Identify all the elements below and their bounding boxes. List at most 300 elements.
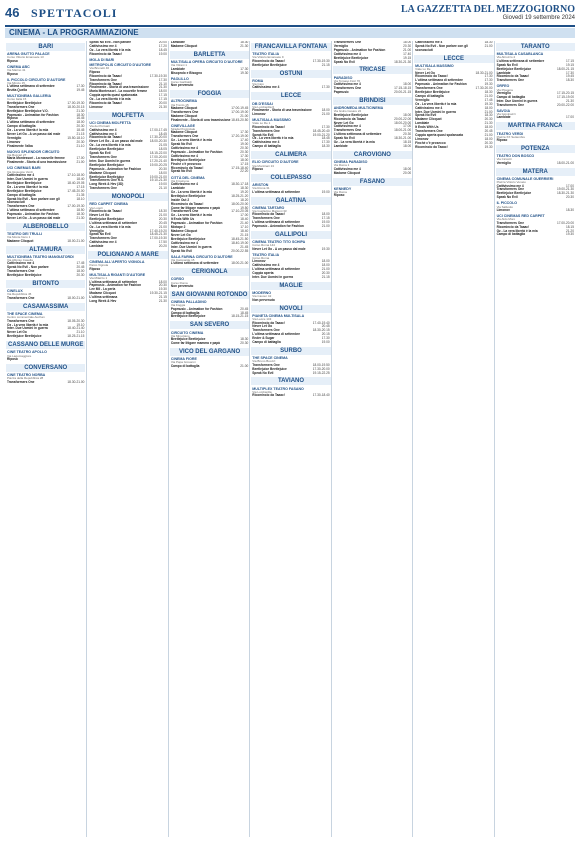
showtime-hours: 19.00 <box>321 340 330 345</box>
showtime-hours: 20.45 <box>158 220 167 225</box>
film-title: Riposo <box>7 58 18 63</box>
film-title: Cattivissimo me 4 <box>170 153 198 158</box>
city-heading: POLIGNANO A MARE <box>88 251 167 259</box>
showtime-row <box>7 358 84 362</box>
film-title: Lambiate <box>170 186 185 191</box>
city-heading: LECCE <box>251 92 330 100</box>
cinema-name: MULTIPLEX TEATRO FASANO <box>252 386 304 391</box>
cinema-name: MULTISALA CASABLANCA <box>496 52 544 57</box>
showtime-hours: 21.15 <box>158 295 167 300</box>
showtime-row <box>7 335 84 339</box>
cinema-address: Centro commerciale Auchan <box>7 315 45 320</box>
showtime-hours: 21.10 <box>76 330 85 335</box>
city-heading: GALATINA <box>251 197 330 205</box>
cinema-address: Corso Roma <box>252 256 270 261</box>
showtime-hours: 17.15 <box>240 161 249 166</box>
cinema-name: MULTISALA RIGANTI D'AUTORE <box>89 272 146 277</box>
film-title: Transformers One <box>333 86 362 91</box>
cinema-name: NUOVO SPLENDOR CIRCUITO <box>7 149 60 154</box>
film-title: Oz - La vera libertà è la mia <box>89 47 131 52</box>
film-title: Transformers One <box>7 269 35 274</box>
city-heading: BITONTO <box>6 280 85 288</box>
film-title: Cattivissimo me 4 <box>252 85 280 90</box>
showtime-hours: 19.30 <box>240 70 249 75</box>
film-title: Never Let Go - A un passo dal male <box>252 246 306 251</box>
showtime-hours: 17.15-18.40 <box>231 165 249 170</box>
cinema-name: PAOLILLO <box>170 76 189 81</box>
film-title: Papmusic - Animation for Fashion <box>170 221 223 226</box>
showtime-hours: 18.05 <box>158 147 167 152</box>
film-title: Transformers One <box>89 155 117 160</box>
showtime-row <box>334 172 411 176</box>
showtime-hours: 17.30-19.30 <box>149 73 167 78</box>
cinema-address: Viale Lo Re 1 <box>252 121 271 126</box>
cinema-address: Via Lombardia 6 <box>252 104 275 109</box>
film-title: Ricomincio da Taaac! <box>252 124 285 129</box>
film-title: Oz - La vera libertà è la mia <box>496 228 538 233</box>
city-heading: POTENZA <box>496 145 575 153</box>
showtime-hours: 18.00-21.00 <box>556 160 574 165</box>
cinema-name: CINEMA TEATRO TITO SCHIPA <box>252 240 306 245</box>
film-title: Campo di battaglia <box>496 94 526 99</box>
film-title: Inside Out 2 <box>170 197 190 202</box>
city-heading: BARI <box>6 43 85 51</box>
film-title: Beetlejuice Beetlejuice V.O. <box>7 108 49 113</box>
showtime-row <box>7 145 84 149</box>
cinema-name: TEATRO VERDI <box>496 131 524 136</box>
showtime-hours: 18.00 <box>403 82 412 87</box>
cinema-address: Piazza della Repubblica 28 <box>7 376 44 381</box>
cinema-name: THE SPACE CINEMA <box>252 356 288 361</box>
showtime-hours: 19.30 <box>566 232 574 237</box>
film-title: Beetlejuice Beetlejuice <box>496 66 532 71</box>
showtime-hours: 21.40 <box>240 221 249 226</box>
showtime-hours: 17.15-19.00 <box>556 94 574 99</box>
showtime-hours: 19.30-21.15 <box>149 291 167 296</box>
showtime-hours: 19.00 <box>240 142 249 147</box>
film-title: Beetlejuice Beetlejuice <box>170 193 206 198</box>
film-title: Beetlejuice Beetlejuice <box>496 191 532 196</box>
showtime-row <box>7 381 84 385</box>
showtime-hours: 20.00-22.55 <box>231 248 249 253</box>
showtime-hours: 18.00 <box>403 112 412 117</box>
showtime-hours: 18.00 <box>484 125 493 130</box>
film-title: Transformers One <box>252 362 280 367</box>
showtime-row <box>415 45 492 53</box>
film-title: Transformers One <box>415 86 443 91</box>
cinema-address: Via Aldo Moro <box>496 217 516 222</box>
showtime-hours: 18.00 <box>240 157 249 162</box>
showtime-row <box>171 315 248 319</box>
cinema-address: Piazza Vittorio Veneto <box>496 180 526 185</box>
film-title: Transformers One <box>252 328 280 333</box>
film-title: Never Let Go <box>415 70 435 75</box>
showtime-hours: 20.45 <box>240 306 249 311</box>
showtime-hours: 18.45-21.30 <box>149 232 167 237</box>
city-heading: OSTUNI <box>251 70 330 78</box>
city-heading: SURBO <box>251 347 330 355</box>
showtime-hours: 21.00 <box>484 133 493 138</box>
showtime-hours: 18.00-21.00 <box>67 295 85 300</box>
film-title: Madame Clicquot <box>89 170 116 175</box>
showtime-row <box>497 79 574 83</box>
cinema-name: DB D'ESSAI <box>252 101 273 106</box>
showtime-hours: 18.40-19.00 <box>231 240 249 245</box>
cinema-name: KENNEDY <box>333 186 352 191</box>
showtime-hours: 18.30 <box>240 186 249 191</box>
showtime-hours: 17.00-19.00 <box>231 109 249 114</box>
film-title: Beetlejuice Beetlejuice <box>7 188 42 193</box>
showtime-row <box>171 342 248 346</box>
film-title: It Ends With Us <box>170 217 195 222</box>
showtime-hours: 20.00 <box>158 41 167 44</box>
city-heading: CASAMASSIMA <box>6 303 85 311</box>
showtime-hours: 21.10 <box>76 143 85 148</box>
cinema-address: Corso Italia 15 <box>7 97 27 102</box>
showtime-hours: 20.30 <box>484 117 493 122</box>
film-title: Lambiate <box>89 244 104 249</box>
film-title: Speak No Evil <box>415 113 437 118</box>
showtime-hours: 17.00 <box>76 156 85 161</box>
city-heading: MATERA <box>496 168 575 176</box>
city-heading: CASSANO DELLE MURGE <box>6 341 85 349</box>
showtime-hours: 20.30 <box>321 271 330 276</box>
showtime-hours: 21.05 <box>158 143 167 148</box>
film-title: Campo di battaglia <box>7 124 36 129</box>
showtime-hours: 17.30 <box>484 78 493 83</box>
showtime-row <box>7 240 84 244</box>
cinema-address: Via Sallustio <box>496 204 514 209</box>
showtime-hours: 17.30-20.00 <box>149 135 167 140</box>
showtime-row <box>7 73 84 77</box>
film-title: Transformers One <box>7 295 35 300</box>
showtime-hours: 18.00 <box>403 166 412 171</box>
film-title: Papmusic - Animation for Fashion <box>333 47 386 52</box>
showtime-hours: 19.30 <box>484 82 493 87</box>
cinema-address: Via Cavour 42 <box>252 294 272 299</box>
showtime-hours: 18.30-21.00 <box>475 70 493 75</box>
showtime-hours: 19.00-21.00 <box>149 174 167 179</box>
film-title: Beetlejuice Beetlejuice <box>89 162 124 167</box>
showtime-hours: 21.00 <box>321 112 330 117</box>
film-title: Papmusic - Animation for Fashion <box>7 112 59 117</box>
film-title: Madame Clicquot <box>333 170 361 175</box>
film-title: Beetlejuice Beetlejuice <box>333 112 369 117</box>
showtime-hours: 18.15 <box>566 224 574 229</box>
film-title: Riposo <box>252 166 264 171</box>
showtime-hours: 18.00 <box>484 105 493 110</box>
film-title: Coppia aperta quasi spalancata <box>415 133 463 138</box>
film-title: Speak No Evil - Non parlare con gli sconosciuti <box>415 43 468 52</box>
film-title: Cattivissimo me 4 <box>333 166 361 171</box>
film-title: Papmusic - Animation for Fashion <box>89 166 142 171</box>
showtime-hours: 18.30-21.30 <box>556 191 574 196</box>
showtime-hours: 19.00-21.30 <box>556 187 574 192</box>
film-title: Campo di battaglia <box>170 363 200 368</box>
city-heading: GALLIPOLI <box>251 231 330 239</box>
showtime-hours: 17.30-19.30 <box>312 58 330 63</box>
showtime-hours: 18.10 <box>76 196 85 201</box>
film-title: Speak No Evil <box>170 248 192 253</box>
showtime-hours: 18.00 <box>321 263 330 268</box>
showtime-hours: 17.30-20.00 <box>312 366 330 371</box>
film-title: Never Let Go - A un passo dal male <box>89 139 143 144</box>
showtime-hours: 18.00 <box>158 89 167 94</box>
showtime-hours: 18.30-21.00 <box>67 379 85 384</box>
showtime-hours: 20.30 <box>76 273 85 278</box>
film-title: Campo di battaglia <box>415 93 444 98</box>
cinema-address: Strada Provinciale <box>170 126 196 131</box>
cinema-name: ORFEO <box>496 84 510 89</box>
showtime-hours: 18.00-21.00 <box>394 128 412 133</box>
film-title: Never Let Go <box>333 120 354 125</box>
cinema-name: CINEMA ALL'APERTO VIGNOLA <box>89 260 145 265</box>
city-heading: TRICASE <box>333 66 412 74</box>
showtime-row <box>171 285 248 289</box>
film-title: Lambiate <box>496 70 511 75</box>
city-heading: CERIGNOLA <box>170 268 249 276</box>
cinema-name: THE SPACE CINEMA <box>7 311 43 316</box>
film-title: Ricomincio da Taaac! <box>89 51 122 56</box>
film-title: Speak No Evil <box>89 232 111 237</box>
cinema-address: Via Foggia <box>170 303 186 308</box>
film-title: Madame Clicquot <box>170 130 198 135</box>
showtime-row <box>89 53 166 57</box>
film-title: Ricomincio da Taaac! <box>89 135 122 140</box>
showtime-row <box>497 139 574 143</box>
city-heading: TAVIANO <box>251 377 330 385</box>
showtime-hours: 18.00 <box>76 269 85 274</box>
film-title: Campo di battaglia <box>252 144 281 149</box>
film-title: Speak No Evil - Non parlare <box>7 265 49 270</box>
film-title: L'ultima settimana di settembre <box>333 132 382 137</box>
showtime-hours: 20.00 <box>403 170 412 175</box>
cinema-name: ELIO CIRCUITO D'AUTORE <box>252 160 299 165</box>
showtime-hours: 17.30 <box>76 84 85 89</box>
film-title: Speak No Evil <box>170 169 192 174</box>
showtime-hours: 17.00-20.00 <box>149 155 167 160</box>
showtime-hours: 20.00-21.15 <box>394 90 412 95</box>
film-title: Inter. Due Uomini in guerra <box>170 244 212 249</box>
film-title: Oz - La vera libertà è la mia <box>333 140 375 145</box>
showtime-hours: 17.30 <box>158 77 167 82</box>
showtime-hours: 20.45 <box>321 324 330 329</box>
showtime-hours: 18.50 <box>76 208 85 213</box>
cinema-name: CIRCUITO CINEMA <box>170 330 204 335</box>
showtime-hours: 18.40-21.40 <box>67 326 85 331</box>
film-title: Riposo <box>496 138 508 143</box>
showtime-hours: 20.00-22.00 <box>394 116 412 121</box>
cinema-address: Via Ciccotti <box>496 157 512 162</box>
showtime-hours: 17.15-20.15 <box>556 91 574 96</box>
showtime-hours: 18.30 <box>484 113 493 118</box>
showtime-hours: 18.30 <box>76 212 85 217</box>
showtime-hours: 17.00-19.30 <box>149 236 167 241</box>
showtime-hours: 20.30 <box>158 283 167 288</box>
film-title: Speak No Evil <box>496 62 518 67</box>
film-title: Ricomincio da Taaac! <box>89 101 122 106</box>
showtime-hours: 21.15 <box>240 232 249 237</box>
showtime-hours: 21.30 <box>566 98 574 103</box>
showtime-row <box>252 299 329 303</box>
cinema-address: Via Bruno Buozzi <box>252 359 276 364</box>
showtime-hours: 18.30 <box>484 41 493 44</box>
showtime-hours: 17.10-18.00 <box>67 173 85 178</box>
cinema-name: IL PICCOLO <box>496 201 518 206</box>
showtime-hours: 17.20-19.00 <box>231 134 249 139</box>
film-title: Beetlejuice Beetlejuice <box>7 273 42 278</box>
film-title: Mixtape 2 <box>170 225 186 230</box>
film-title: Madame Clicquot <box>170 43 198 48</box>
film-title: Beetlejuice Beetlejuice <box>170 337 206 342</box>
film-title: Transformers One <box>496 220 525 225</box>
showtime-hours: 18.30 <box>240 41 249 44</box>
city-heading: MAGLIE <box>251 282 330 290</box>
cinema-address: Via Caro <box>252 82 264 86</box>
showtime-hours: 21.00 <box>240 363 249 368</box>
cinema-name: CINELUX <box>7 289 23 294</box>
showtime-hours: 17.15 <box>566 58 574 63</box>
showtime-hours: 18.45 <box>158 131 167 136</box>
showtime-hours: 18.30 <box>158 208 167 213</box>
showtime-row <box>89 268 166 272</box>
showtime-hours: 21.15 <box>321 275 330 280</box>
film-title: Riposo <box>89 266 101 271</box>
film-title: Limonov <box>7 139 21 144</box>
film-title: Beetlejuice Beetlejuice <box>7 334 42 339</box>
film-title: Finalmente - Storia di una trasmissione <box>89 85 149 90</box>
showtime-hours: 19.00 <box>158 182 167 187</box>
showtime-hours: 20.30 <box>484 140 493 145</box>
film-title: Non pervenuto <box>170 283 194 288</box>
film-title: Lambiate <box>333 144 348 148</box>
film-title: L'ultima settimana di settembre <box>7 120 55 125</box>
showtime-row <box>252 372 329 376</box>
film-title: Coppia aperta <box>252 271 274 276</box>
film-title: Oz - La vera libertà è la mia <box>89 97 131 102</box>
showtime-hours: 18.25-21.15 <box>67 334 85 339</box>
film-title: Come far litigare mamma e papà <box>170 205 220 210</box>
showtime-hours: 18.00 <box>403 144 412 148</box>
film-title: Vermiglio <box>415 97 430 102</box>
showtime-hours: 17.20 <box>158 43 167 48</box>
cinema-name: MULTISALA MASSIMO <box>415 63 454 68</box>
showtime-hours: 19.45 <box>566 74 574 79</box>
cinema-address: Via Buccari 27 <box>7 153 27 158</box>
showtime-hours: 18.45-20.50 <box>231 117 249 122</box>
showtime-hours: 19.00 <box>321 189 330 194</box>
showtime-hours: 21.00 <box>484 109 493 114</box>
cinema-address: Piazza XX Settembre <box>496 134 526 139</box>
film-title: Inter. Due Uomini in guerra <box>7 177 48 181</box>
cinema-address: Corso Roma <box>170 280 188 285</box>
showtime-hours: 18.40 <box>76 177 85 181</box>
showtime-hours: 19.10-21.30 <box>149 178 167 183</box>
showtime-hours: 20.45 <box>484 129 493 134</box>
film-title: Maria Montessori - La nouvelle femme <box>7 156 65 161</box>
film-title: Cattivissimo me 4 <box>252 263 280 268</box>
film-title: L'ultima settimana di settembre <box>252 267 300 272</box>
showtime-hours: 20.30 <box>76 124 85 129</box>
film-title: Ricomincio da Taaac! <box>89 81 122 86</box>
cinema-name: TEATRO DON BOSCO <box>496 154 535 159</box>
showtime-hours: 21.00 <box>158 224 167 229</box>
showtime-hours: 20.30 <box>240 341 249 346</box>
cinema-address: Corso Roma 144 <box>252 243 275 248</box>
showtime-hours: 20.15 <box>321 332 330 337</box>
cinema-address: Via Campanile 15 <box>170 257 195 262</box>
showtime-hours: 18.30 <box>76 112 85 117</box>
film-title: Transformers One <box>496 187 525 192</box>
film-title: Madame Clicquot <box>170 113 198 118</box>
film-title: Beetlejuice Beetlejuice <box>89 174 124 179</box>
showtime-row <box>497 116 574 120</box>
showtime-hours: 17.30 <box>484 74 493 79</box>
film-title: Ricomincio da Taaac! <box>333 116 367 121</box>
showtime-hours: 17.30 <box>321 336 330 341</box>
showtime-hours: 18.00 <box>403 41 412 44</box>
listing-column <box>249 41 331 837</box>
cinema-name: TEATRO ITALIA <box>252 252 280 257</box>
showtime-row <box>89 300 166 304</box>
city-heading: VICO DEL GARGANO <box>170 348 249 356</box>
film-title: Cattivissimo me 4 <box>170 145 198 150</box>
film-title: L'ultima settimana di settembre <box>252 189 300 194</box>
showtime-hours: 18.30 <box>321 144 330 149</box>
listing-column <box>494 41 576 837</box>
showtime-hours: 18.40 <box>240 228 249 233</box>
showtime-hours: 17.00-19.45 <box>231 105 249 110</box>
film-title: Come far litigare mamma e papà <box>170 341 220 346</box>
showtime-hours: 15.50-18.10 <box>67 135 85 140</box>
showtime-hours: 17.40 <box>240 138 249 143</box>
showtime-hours: 21.30 <box>158 299 167 304</box>
film-title: Oz - La vera libertà è la mia <box>89 143 131 148</box>
showtime-row <box>334 194 411 198</box>
showtime-hours: 18.40-19.05 <box>67 180 85 185</box>
showtime-row <box>252 248 329 252</box>
cinema-name: UCI CINEMAS BARI <box>7 166 41 171</box>
cinema-name: ANDROMEDA MULTICINEMA <box>333 106 384 111</box>
cinema-name: MULTISALA OPERA CIRCUITO D'AUTORE <box>170 60 243 64</box>
showtime-hours: 17.50 <box>158 240 167 245</box>
showtime-hours: 20.30 <box>566 195 574 200</box>
showtime-hours: 20.30 <box>240 149 249 154</box>
film-title: Beetlejuice Beetlejuice <box>415 90 450 95</box>
film-title: Limonov <box>89 104 103 109</box>
film-title: L'ultima settimana di settembre <box>496 58 545 63</box>
film-title: Campo di battaglia <box>7 192 36 197</box>
film-title: Cattivissimo me 4 <box>89 131 117 136</box>
cinema-name: CINE TEATRO NORBA <box>7 373 46 378</box>
showtime-row <box>7 60 84 64</box>
film-title: Beetlejuice Beetlejuice <box>333 55 369 60</box>
film-title: Beetlejuice Beetlejuice <box>252 62 287 67</box>
showtime-hours: 22.20 <box>240 169 249 174</box>
film-title: Finalmente - Storia di una trasmissione <box>7 160 67 165</box>
showtime-hours: 21.10 <box>158 81 167 86</box>
showtime-hours: 17.40-19.20 <box>149 228 167 233</box>
film-title: Transformers One <box>170 209 199 214</box>
film-title: Ricomincio da Taaac! <box>415 74 448 79</box>
showtime-hours: 18.45 <box>240 310 249 315</box>
city-heading: BARLETTA <box>170 51 249 59</box>
film-title: Finalmente l'alba <box>7 143 33 148</box>
film-title: Ricomincio da Taaac! <box>252 393 285 398</box>
cinema-address: Via Repubblica 45 <box>7 292 32 297</box>
showtime-hours: 19.30 <box>484 144 493 149</box>
showtime-hours: 18.00-20.15 <box>67 104 85 109</box>
